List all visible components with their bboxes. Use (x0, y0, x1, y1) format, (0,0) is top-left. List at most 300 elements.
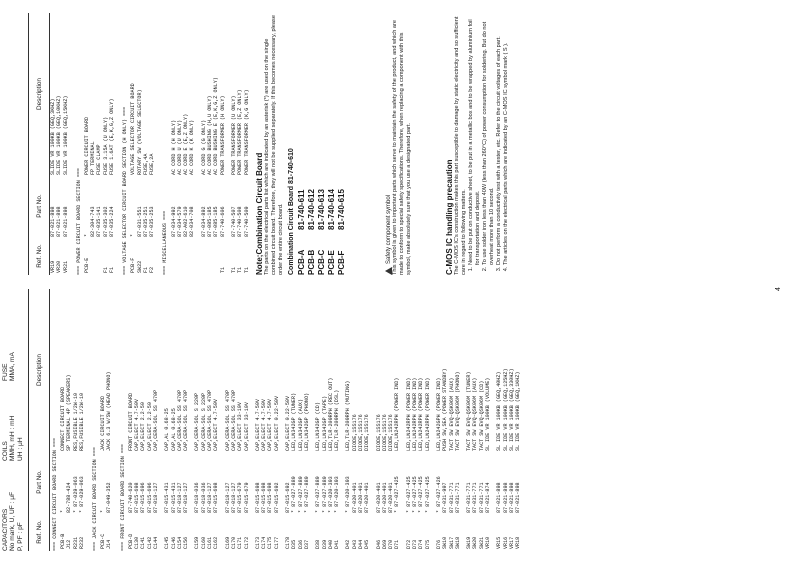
part-cell: 87-740-508 (237, 206, 244, 237)
ref-cell: R232 (78, 536, 85, 549)
ref-cell: D38 (315, 539, 322, 549)
table-row (149, 13, 155, 275)
desc-cell: CAP,ELECT 33-10V (243, 402, 250, 451)
part-cell: * (130, 233, 137, 237)
table-row (515, 289, 521, 551)
desc-cell: LED,LN242RPH (POWER IND) (424, 377, 431, 451)
combination-ref: PCB-A (297, 249, 306, 275)
table-row (153, 289, 159, 551)
part-cell: 87-015-692 (273, 482, 280, 513)
ref-cell: VR10 (485, 536, 492, 549)
ref-cell: D36 (297, 539, 304, 549)
desc-cell: FP TERMINAL (90, 141, 97, 175)
part-cell: 87-034-992 (170, 206, 177, 237)
part-cell: 87-035-253 (149, 206, 156, 237)
ref-cell: C175 (267, 536, 274, 549)
desc-cell: FUSE 3.15A (U ONLY) (102, 116, 109, 175)
part-cell: 87-740-507 (230, 206, 237, 237)
ref-cell: C174 (261, 536, 268, 549)
ref-cell: D70 (388, 539, 395, 549)
ref-cell: C173 (254, 536, 261, 549)
desc-cell: AC CORD U (U ONLY) (176, 119, 183, 175)
ref-cell: D42 (345, 539, 352, 549)
part-cell: * (100, 509, 107, 513)
table-row (425, 289, 431, 551)
desc-cell: TACT SW EVQ-QSK06M (CD) (478, 380, 485, 451)
table-row (334, 289, 340, 551)
section-heading: === FRONT CIRCUIT BOARD SECTION === (119, 444, 126, 551)
part-cell: 87-015-692 (285, 482, 292, 513)
ref-cell: C130 (134, 536, 141, 549)
legend-coils: COILS (2, 441, 9, 461)
desc-cell: CAP,ELECT 2.2-50 (146, 402, 153, 451)
ref-cell: VR18 (515, 536, 522, 549)
desc-cell: CAP,CERA-SOL SS 470P (176, 389, 183, 451)
part-cell: * 87-027-889 (303, 476, 310, 513)
part-cell: 87-020-401 (375, 482, 382, 513)
part-cell: 87-035-224 (109, 206, 116, 237)
units-legend-fuse (2, 301, 17, 381)
desc-cell: DIODE,1SS176 (364, 414, 371, 451)
desc-cell: CAP,CERA-SOL SS 470P (152, 389, 159, 451)
ref-cell: C159 (194, 536, 201, 549)
desc-cell: SL IDE VR 100KB (VOLUME) (485, 377, 492, 451)
part-cell: 87-018-036 (194, 482, 201, 513)
desc-cell: CAP,CERA-SOL SS 470P (207, 389, 214, 451)
combination-item (317, 13, 327, 275)
ref-cell: PCB-F (130, 257, 137, 273)
part-cell: 87-015-698 (261, 482, 268, 513)
combination-item (327, 13, 337, 275)
part-cell: 82-788-424 (66, 482, 73, 513)
desc-cell: FUSE,2A (149, 153, 156, 175)
desc-cell: TACT SW EVQ-QSK06M (TUNER) (466, 371, 473, 451)
desc-cell: CAP,ELECT 4.7-50V (213, 399, 220, 451)
desc-cell: CAP,CERA-SOL S 220P (194, 392, 201, 451)
desc-cell: AC CORD BUSHING E (E,K,G,Z ONLY) (213, 77, 220, 175)
part-cell: 87-015-696 (146, 482, 153, 513)
combination-ref: PCB-B (307, 249, 316, 275)
desc-cell: CAP,ELECT 4.7-50V (267, 399, 274, 451)
table-row (63, 13, 69, 275)
table-row (189, 13, 195, 275)
part-cell: * 87-027-889 (291, 476, 298, 513)
desc-cell: AC CORD BUSHING (H,U ONLY) (207, 95, 214, 175)
part-cell: 87-021-898 (515, 482, 522, 513)
part-cell: 87-020-401 (351, 482, 358, 513)
ref-cell: PCB-E (83, 257, 90, 273)
ref-cell: SW10 (442, 536, 449, 549)
ref-cell: D44 (357, 539, 364, 549)
part-cell: 87-035-141 (96, 206, 103, 237)
part-cell: 87-020-401 (364, 482, 371, 513)
part-cell: * (83, 233, 90, 237)
section-heading: === MISCELLANEOUS === (162, 210, 169, 275)
combination-list (297, 13, 347, 275)
combination-part: 81-740-613 (317, 189, 326, 230)
part-cell: * 87-027-425 (424, 476, 431, 513)
desc-cell: LED,TLR-209RPH (REC OUT) (327, 377, 334, 451)
part-cell: 87-085-185 (207, 206, 214, 237)
section-heading: === CONNECT CIRCUIT BOARD SECTION === (51, 437, 58, 551)
ref-cell: SW18 (454, 536, 461, 549)
table-row (79, 289, 85, 551)
legend-capacitors: CAPACITORS (2, 508, 9, 551)
part-cell: 87-018-127 (183, 482, 190, 513)
desc-cell: LED,LN242RPH (POWER IND) (412, 377, 419, 451)
desc-cell: LED,LN242RPH (POWER IND) (394, 377, 401, 451)
table-row (106, 289, 112, 551)
part-cell: 87-015-698 (254, 482, 261, 513)
desc-cell: SL IDE VR 100KB (GEQ,125HZ) (502, 368, 509, 451)
desc-cell: ROTARY SW (VOLTAGE SELECTOR) (136, 89, 143, 175)
desc-cell: CAP,ELECT 0.22-50V (285, 395, 292, 451)
table-header (28, 289, 50, 551)
table-row (109, 13, 115, 275)
ref-cell: J12 (66, 539, 73, 549)
ref-cell: T1 (219, 266, 226, 273)
cmos-intro: The C-MOS IC's construction makes this part susceptible to damage by static electricity and so sufficient care in regard to following matters. (454, 16, 467, 275)
table-header (28, 13, 50, 275)
ref-cell: SW20 (472, 536, 479, 549)
desc-cell: DIODE,1SS176 (381, 414, 388, 451)
part-cell: 87-740-620 (127, 482, 134, 513)
header-desc: Description (35, 354, 43, 386)
combination-item (337, 13, 347, 275)
ref-cell: C146 (170, 536, 177, 549)
desc-cell: LED,LN342GP (AUX) (297, 399, 304, 451)
ref-cell: D41 (334, 539, 341, 549)
cmos-step: 1. Need to be put on conductive sheet, to be put in a metallic box and to be wrapped by aluminium foil for transportation and deposit. (468, 13, 482, 265)
part-cell: 87-015-698 (267, 482, 274, 513)
table-body (50, 289, 522, 551)
table-body (50, 13, 250, 275)
safety-title: Safety component symbol (385, 194, 392, 264)
ref-cell: D72 (405, 539, 412, 549)
part-cell: 87-031-771 (448, 482, 455, 513)
desc-cell: POWER TRANSFORMER (H ONLY) (219, 95, 226, 175)
desc-cell: AC CORD K (K ONLY) (189, 119, 196, 175)
desc-cell: SLIDE VR 100KB (GEQ,10KHZ) (56, 95, 63, 175)
desc-cell: TACT SW EVQ-QSK06M (AUX) (448, 377, 455, 451)
section-heading: === POWER CIRCUIT BOARD SECTION === (75, 168, 82, 275)
ref-cell: C161 (207, 536, 214, 549)
desc-cell: CAP,CERA-SOL SS 470P (230, 389, 237, 451)
part-cell: 87-021-898 (496, 482, 503, 513)
part-cell: 87-020-401 (381, 482, 388, 513)
cmos-step: 4. The articles on the electrical parts which are indicated by an C-MOS IC symbol mark ( S ). (503, 13, 510, 265)
desc-cell: SLIDE VR 100KB (GEQ,15KHZ) (62, 95, 69, 175)
legend-fuse: FUSE (2, 363, 9, 381)
part-cell: * 87-027-426 (435, 476, 442, 513)
part-cell: 87-015-431 (164, 482, 171, 513)
table-row (304, 289, 310, 551)
table-row (394, 289, 400, 551)
ref-cell: D45 (364, 539, 371, 549)
ref-cell: SW21 (478, 536, 485, 549)
desc-cell: LED,LN342GP (PHONO) (303, 392, 310, 451)
ref-cell: F1 (109, 266, 116, 273)
part-cell: 87-018-127 (230, 482, 237, 513)
desc-cell: POWER CIRCUIT BOARD (83, 116, 90, 175)
part-cell: 87-031-771 (466, 482, 473, 513)
desc-cell: AC CORD E (E,Z ONLY) (183, 113, 190, 175)
table-row (364, 289, 370, 551)
ref-cell: C160 (200, 536, 207, 549)
part-cell: * 87-027-425 (412, 476, 419, 513)
ref-cell: SW19 (466, 536, 473, 549)
desc-cell: LED,LN242GPH (POWER IND) (435, 377, 442, 451)
part-cell: * 87-027-425 (405, 476, 412, 513)
desc-cell: LED,LN342GP (CD) (315, 402, 322, 451)
part-cell: 87-021-898 (62, 206, 69, 237)
ref-cell: F2 (149, 266, 156, 273)
ref-cell: C144 (152, 536, 159, 549)
ref-cell: C154 (176, 536, 183, 549)
ref-cell: C145 (164, 536, 171, 549)
desc-cell: VOLTAGE SELECTOR CIRCUIT BOARD (130, 83, 137, 175)
part-cell: 87-035-302 (102, 206, 109, 237)
combination-part: 81-740-611 (297, 189, 306, 230)
part-cell: 82-034-708 (189, 206, 196, 237)
ref-cell: D74 (418, 539, 425, 549)
parts-table-right (28, 13, 250, 275)
combination-part: 81-740-614 (327, 189, 336, 230)
ref-cell: D73 (412, 539, 419, 549)
desc-cell: CAP,ELECT 2.2-50 (140, 402, 147, 451)
ref-cell: PCB-D (127, 533, 134, 549)
table-row (455, 289, 461, 551)
desc-cell: LED,TLR-209RPH (MUTING) (345, 380, 352, 451)
ref-cell: C171 (237, 536, 244, 549)
ref-cell: D75 (424, 539, 431, 549)
part-cell: 87-020-401 (388, 482, 395, 513)
desc-cell: RES,FUSIBLE 1/2W-10 (78, 392, 85, 451)
ref-cell: PCB-C (100, 533, 107, 549)
combination-note (255, 13, 347, 275)
ref-cell: C177 (273, 536, 280, 549)
desc-cell: LED,LN242RPH (POWER IND) (418, 377, 425, 451)
part-cell: * 87-020-393 (327, 476, 334, 513)
desc-cell: CAP,ELECT 0.22-50V (273, 395, 280, 451)
desc-cell: POWER TRANSFORMER (E,Z ONLY) (237, 89, 244, 175)
part-cell: * 87-027-425 (418, 476, 425, 513)
desc-cell: CONNECT CIRCUIT BOARD (60, 386, 66, 451)
desc-cell: FRONT CIRCUIT BOARD (127, 392, 134, 451)
legend-coil-uh: UH : μH (16, 437, 24, 461)
table-row (220, 13, 226, 275)
header-part: Part No. (35, 194, 43, 218)
part-cell: 87-740-606 (219, 206, 226, 237)
combination-heading: Note;Combination Circuit Board (255, 152, 264, 275)
part-cell: 87-031-771 (472, 482, 479, 513)
desc-cell: AC CORD G (G ONLY) (200, 119, 207, 175)
desc-cell: CAP,AL 0.68-25 (164, 408, 171, 451)
header-desc: Description (35, 78, 43, 110)
part-cell: * 87-029-063 (72, 476, 79, 513)
ref-cell: VR19 (50, 260, 56, 273)
legend-cap-pf: P, PF : pF (16, 522, 24, 551)
cmos-steps (468, 13, 510, 275)
desc-cell: SL IDE VR 100KB (GEQ,330HZ) (508, 368, 515, 451)
ref-cell: D35 (291, 539, 298, 549)
part-cell: 87-021-898 (508, 482, 515, 513)
part-cell: 87-031-771 (454, 482, 461, 513)
desc-cell: DIODE,1SS176 (375, 414, 382, 451)
section-heading: === JACK CIRCUIT BOARD SECTION === (92, 447, 99, 551)
header-ref: Ref. No. (35, 520, 43, 544)
ref-cell: C156 (183, 536, 190, 549)
header-part: Part No. (35, 470, 43, 494)
part-cell: 87-021-898 (502, 482, 509, 513)
ref-cell: D69 (381, 539, 388, 549)
combination-part: 81-740-612 (307, 189, 316, 230)
desc-cell: POWER TRANSFORMER (K,G ONLY) (243, 89, 250, 175)
part-cell: 87-049-352 (106, 482, 113, 513)
ref-cell: SW17 (448, 536, 455, 549)
part-cell: 87-031-771 (478, 482, 485, 513)
legend-fuse-units: MMA, mA (9, 352, 17, 381)
combination-body: The parts on the electrical parts list which are indicated by an asterisk (*) are used on the single combined circuit board. Therefore, they will not be supplied separately. If this becomes necessary, please order the entire circuit board. (264, 15, 284, 275)
ref-cell: D39 (321, 539, 328, 549)
part-cell: 87-031-997 (442, 482, 449, 513)
ref-cell: T1 (237, 266, 244, 273)
header-ref: Ref. No. (35, 244, 43, 268)
ref-cell: R231 (72, 536, 79, 549)
ref-cell: T1 (230, 266, 237, 273)
ref-cell: VR21 (62, 260, 69, 273)
part-cell: 87-015-431 (170, 482, 177, 513)
ref-cell: PCB-B (60, 533, 66, 549)
desc-cell: SL IDE VR 100KB (GEQ,1KHZ) (515, 371, 522, 451)
table-row (485, 289, 491, 551)
units-legend-coils (2, 381, 24, 461)
ref-cell: F1 (102, 266, 109, 273)
part-cell: * 87-027-889 (315, 476, 322, 513)
ref-cell (189, 237, 195, 275)
part-cell: 87-015-679 (237, 482, 244, 513)
safety-body: This symbol is given to important parts which serve to maintain the safety of the product, and which are made to conform to special safety specifications. Therefore, when replacing a component with this symbol, make absolutely sure that you use a designated part. (392, 20, 412, 275)
ref-cell: SW22 (136, 260, 143, 273)
desc-cell: JACK 6.3 W/SW (HEAD PHONO) (106, 371, 113, 451)
desc-cell: CAP,AL 0.68-25 (170, 408, 177, 451)
legend-cap-units: No mark, U, UF : μF (9, 491, 17, 551)
part-cell: * (60, 509, 66, 513)
desc-cell: CAP,ELECT 4.7-50V (261, 399, 268, 451)
desc-cell: CAP,ELECT 33-10V (237, 402, 244, 451)
combination-part: 81-740-615 (337, 189, 346, 230)
part-cell: 87-085-185 (213, 206, 220, 237)
ref-cell: D43 (351, 539, 358, 549)
ref-cell: D40 (327, 539, 334, 549)
part-cell: 87-021-874 (485, 482, 492, 513)
part-cell: 82-304-743 (90, 206, 97, 237)
desc-cell: DIODE,1SS176 (351, 414, 358, 451)
page-number: 4 (775, 287, 782, 291)
desc-cell: CAP,ELECT 4.7-50V (134, 399, 141, 451)
table-row (213, 289, 219, 551)
part-cell: 87-021-898 (56, 206, 63, 237)
cmos-step: 2. To use solder iron less than 40W (less than 260°C) of power consumption for soldering. But do not overheat more than 10 second. (482, 13, 496, 265)
combination-item (307, 13, 317, 275)
combination-ref: PCB-C (317, 249, 326, 275)
desc-cell: LED,TLR-209RPH (DSL) (334, 389, 341, 451)
desc-cell: LED,LN242RPH (POWER IND) (405, 377, 412, 451)
desc-cell: FUSE CLAMP (96, 144, 103, 175)
desc-cell: TACT SW EVQ-QSK06M (PHONO) (454, 371, 461, 451)
part-cell: * 87-020-393 (345, 476, 352, 513)
desc-cell: CAP,CERA-SOL SS 470P (183, 389, 190, 451)
part-cell: 87-015-696 (140, 482, 147, 513)
part-cell: * 87-027-889 (297, 476, 304, 513)
ref-cell: D71 (394, 539, 401, 549)
ref-cell: D37 (303, 539, 310, 549)
desc-cell: JACK CIRCUIT BOARD (100, 395, 107, 451)
part-cell: 87-034-579 (176, 206, 183, 237)
part-cell: 87-015-698 (134, 482, 141, 513)
ref-cell: VR15 (496, 536, 503, 549)
part-cell: 87-018-127 (224, 482, 231, 513)
desc-cell: SL IDE VR 100KB (GEQ,40HZ) (496, 371, 503, 451)
desc-cell: AC CORD H (H ONLY) (170, 119, 177, 175)
desc-cell: LED,LN342GP (TUNER) (291, 392, 298, 451)
part-cell: * 87-027-889 (321, 476, 328, 513)
legend-coil-mmh: MMH, mH : mH (9, 415, 17, 461)
part-cell: * 87-029-063 (78, 476, 85, 513)
part-cell: 82-A02-610 (183, 206, 190, 237)
combination-title: Combination Circuit Board 81-740-610 (288, 148, 295, 275)
ref-cell: T1 (243, 266, 250, 273)
desc-cell: CAP,CERA-SOL SS 470P (224, 389, 231, 451)
desc-cell: DIODE,1SS176 (388, 414, 395, 451)
desc-cell: SP TERMINAL 4P (SPEAKERS) (66, 374, 73, 451)
ref-cell: D46 (375, 539, 382, 549)
warning-triangle-icon (385, 267, 392, 275)
desc-cell: DIODE,1SS176 (357, 414, 364, 451)
ref-cell: C142 (146, 536, 153, 549)
desc-cell: CAP,CERA-SOL S 220P (200, 392, 207, 451)
ref-cell: D76 (435, 539, 442, 549)
desc-cell: FUSE 1.6AT (E,K,G,Z ONLY) (109, 98, 116, 175)
part-cell: 87-020-401 (357, 482, 364, 513)
part-cell: 87-035-251 (142, 206, 149, 237)
desc-cell: TACT SW EVQ-QSK06M (AUX) (472, 377, 479, 451)
ref-cell: C162 (213, 536, 220, 549)
ref-cell: C172 (243, 536, 250, 549)
table-row (183, 289, 189, 551)
ref-cell: F1 (142, 266, 149, 273)
ref-cell: C178 (285, 536, 292, 549)
table-row (244, 289, 250, 551)
ref-cell: VR17 (508, 536, 515, 549)
desc-cell: PUSH SW,SEA (POWER STANDBY) (442, 368, 449, 451)
part-cell: 87-018-036 (200, 482, 207, 513)
combination-ref: PCB-E (327, 250, 336, 275)
part-cell: 87-018-127 (176, 482, 183, 513)
combination-item (297, 13, 307, 275)
part-cell: * 87-020-393 (334, 476, 341, 513)
ref-cell: C141 (140, 536, 147, 549)
table-row (244, 13, 250, 275)
desc-cell: RES,FUSIBLE 1/2W-10 (72, 392, 79, 451)
cmos-note (445, 13, 510, 275)
part-cell: 87-018-127 (152, 482, 159, 513)
part-cell: 87-034-892 (200, 206, 207, 237)
desc-cell: FUSE,4A (142, 153, 149, 175)
combination-ref: PCB-F (337, 250, 346, 275)
safety-note (385, 13, 413, 275)
part-cell: 87-740-509 (243, 206, 250, 237)
